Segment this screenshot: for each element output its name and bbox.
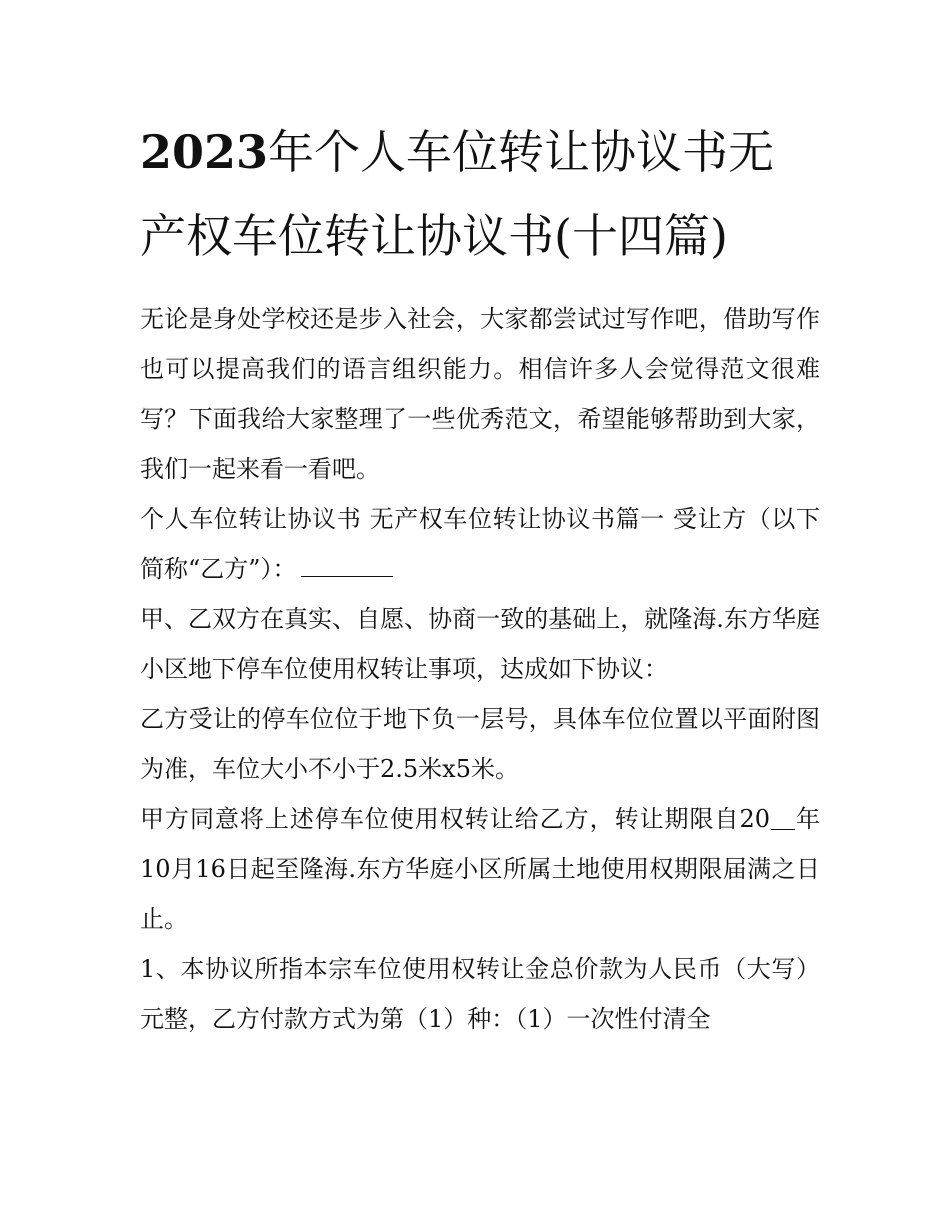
paragraph-agreement: 甲、乙双方在真实、自愿、协商一致的基础上，就隆海.东方华庭小区地下停车位使用权转让事项，达成如下协议： — [140, 605, 820, 683]
document-body — [140, 294, 820, 1044]
document-title — [140, 110, 790, 278]
title-year: 2023 — [140, 125, 269, 179]
paragraph-party — [140, 494, 820, 594]
paragraph-intro: 无论是身处学校还是步入社会，大家都尝试过写作吧，借助写作也可以提高我们的语言组织能力。相信许多人会觉得范文很难写？下面我给大家整理了一些优秀范文，希望能够帮助到大家，我们一起来看一看吧。 — [140, 305, 820, 483]
paragraph-term: 甲方同意将上述停车位使用权转让给乙方，转让期限自20＿年10月16日起至隆海.东方华庭小区所属土地使用权期限届满之日止。 — [140, 805, 820, 933]
blank-line — [301, 552, 393, 577]
paragraph-location: 乙方受让的停车位位于地下负一层号，具体车位位置以平面附图为准，车位大小不小于2.5米x5米。 — [140, 705, 820, 783]
paragraph-party-text: 个人车位转让协议书 无产权车位转让协议书篇一 受让方（以下简称“乙方”）： — [140, 505, 820, 583]
paragraph-payment: 1、本协议所指本宗车位使用权转让金总价款为人民币（大写）元整，乙方付款方式为第（1）种：（1）一次性付清全 — [140, 955, 820, 1033]
title-text: 年个人车位转让协议书无产权车位转让协议书(十四篇) — [140, 125, 775, 263]
